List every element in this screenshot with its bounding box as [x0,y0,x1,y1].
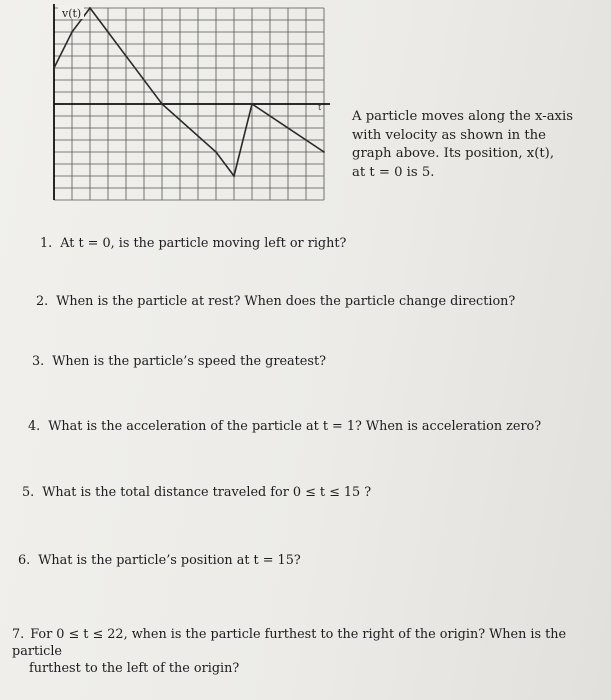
question-2: 2. When is the particle at rest? When does the particle change direction? [36,294,516,309]
question-5: 5. What is the total distance traveled for 0 ≤ t ≤ 15 ? [22,485,372,500]
data-point [89,7,91,9]
description-line: A particle moves along the x-axis [352,109,573,124]
velocity-graph [36,2,336,202]
data-point [215,151,217,153]
question-3: 3. When is the particle’s speed the greatest? [32,354,326,369]
data-point [71,31,73,33]
t-axis-label: t [318,103,322,112]
description-line: with velocity as shown in the [352,127,546,143]
graph-axes [54,4,330,200]
data-point [233,175,235,177]
question-1: 1. At t = 0, is the particle moving left or right? [40,236,347,251]
description-line: graph above. Its position, x(t), [352,146,555,161]
data-point [161,103,163,105]
data-point [53,67,55,69]
question-6: 6. What is the particle’s position at t = 15? [18,553,301,568]
v-axis-label: v(t) [62,7,82,20]
question-7: 7. For 0 ≤ t ≤ 22, when is the particle furthest to the right of the origin? When is the particle furthest to the left of the origin? [12,627,567,676]
question-4: 4. What is the acceleration of the particle at t = 1? When is acceleration zero? [28,419,542,434]
problem-description [352,108,592,182]
data-point [323,151,325,153]
data-point [251,103,253,105]
description-line: at t = 0 is 5. [352,164,435,180]
